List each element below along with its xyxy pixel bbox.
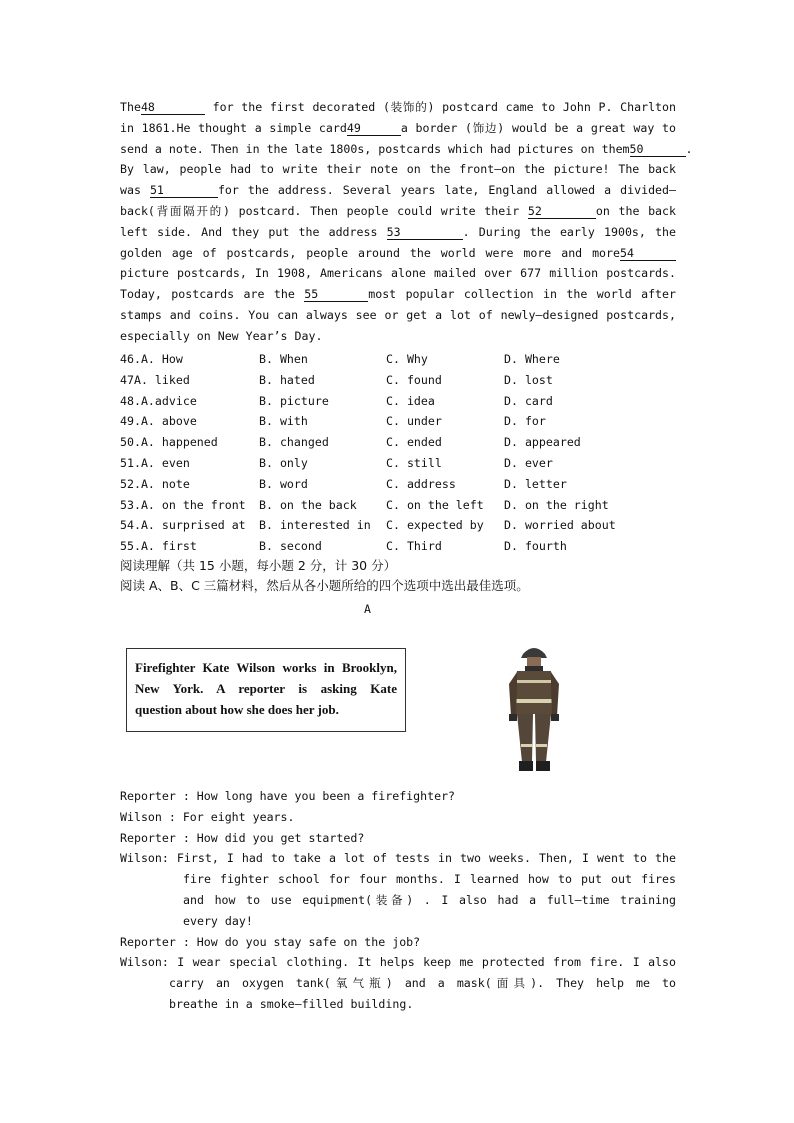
passage-letter: A: [364, 602, 371, 616]
interview-dialog: [120, 786, 676, 1015]
blank-54: 54: [620, 246, 676, 261]
passage-line: was 51 for the address. Several years late, England allowed a divided—: [120, 183, 676, 198]
passage-line: send a note. Then in the late 1800s, postcards which had pictures on them50 .: [120, 141, 693, 156]
blank-52: 52: [528, 204, 596, 219]
passage-line: in 1861.He thought a simple card49 a border (饰边) would be a great way to: [120, 120, 676, 135]
section-heading: 阅读理解（共 15 小题，每小题 2 分，计 30 分）: [120, 558, 397, 573]
blank-49: 49: [347, 121, 401, 136]
dialog-line: and how to use equipment(装备) . I also had a full—time training: [183, 892, 676, 907]
passage-line: golden age of postcards, people around the world were more and more54: [120, 243, 676, 264]
option-row: 49.A. above B. with C. under D. for: [120, 414, 546, 429]
blank-51: 51: [150, 183, 218, 198]
passage-line: Today, postcards are the 55 most popular collection in the world after: [120, 287, 676, 302]
section-instruction: 阅读 A、B、C 三篇材料，然后从各小题所给的四个选项中选出最佳选项。: [120, 578, 529, 593]
option-row: 54.A. surprised at B. interested in C. expected by D. worried about: [120, 518, 616, 533]
option-row: 50.A. happened B. changed C. ended D. appeared: [120, 435, 581, 450]
intro-box: [126, 648, 406, 732]
passage-line: especially on New Year’s Day.: [120, 328, 323, 343]
blank-50: 50: [630, 142, 686, 157]
passage-line: The48 for the first decorated (装饰的) postcard came to John P. Charlton: [120, 100, 676, 114]
dialog-line: carry an oxygen tank(氧气瓶) and a mask(面具). They help me to: [169, 976, 676, 991]
dialog-line: fire fighter school for four months. I learned how to put out fires: [183, 872, 676, 887]
passage-line: stamps and coins. You can always see or get a lot of newly—designed postcards,: [120, 307, 676, 322]
dialog-line: Reporter : How did you get started?: [120, 830, 365, 845]
blank-48: 48: [141, 100, 205, 115]
option-row: 53.A. on the front B. on the back C. on the left D. on the right: [120, 497, 609, 512]
cloze-passage: [120, 97, 693, 347]
firefighter-image: [503, 644, 565, 774]
passage-line: picture postcards, In 1908, Americans alone mailed over 677 million postcards.: [120, 266, 676, 281]
option-row: 55.A. first B. second C. Third D. fourth: [120, 539, 567, 554]
option-row: 47A. liked B. hated C. found D. lost: [120, 372, 553, 387]
dialog-line: Wilson: First, I had to take a lot of tests in two weeks. Then, I went to the: [120, 851, 676, 866]
passage-line: left side. And they put the address 53 . During the early 1900s, the: [120, 224, 677, 239]
passage-line: By law, people had to write their note on the front—on the picture! The back: [120, 162, 676, 177]
option-row: 51.A. even B. only C. still D. ever: [120, 455, 553, 470]
dialog-line: Wilson : For eight years.: [120, 809, 295, 824]
dialog-line: Reporter : How do you stay safe on the job?: [120, 934, 421, 949]
dialog-line: Reporter : How long have you been a firefighter?: [120, 789, 456, 803]
intro-line: New York. A reporter is asking Kate: [135, 681, 397, 696]
intro-line: Firefighter Kate Wilson works in Brooklyn,: [135, 660, 397, 675]
option-row: 46.A. How B. When C. Why D. Where: [120, 352, 560, 366]
intro-line: question about how she does her job.: [135, 702, 339, 717]
blank-55: 55: [304, 287, 368, 302]
option-row: 48.A.advice B. picture C. idea D. card: [120, 393, 553, 408]
dialog-line: every day!: [183, 913, 253, 928]
dialog-line: breathe in a smoke—filled building.: [169, 996, 414, 1011]
blank-53: 53: [387, 225, 463, 240]
passage-line: back(背面隔开的) postcard. Then people could write their 52 on the back: [120, 203, 676, 218]
answer-options: [120, 349, 616, 557]
dialog-line: Wilson: I wear special clothing. It helps keep me protected from fire. I also: [120, 955, 676, 970]
option-row: 52.A. note B. word C. address D. letter: [120, 476, 567, 491]
